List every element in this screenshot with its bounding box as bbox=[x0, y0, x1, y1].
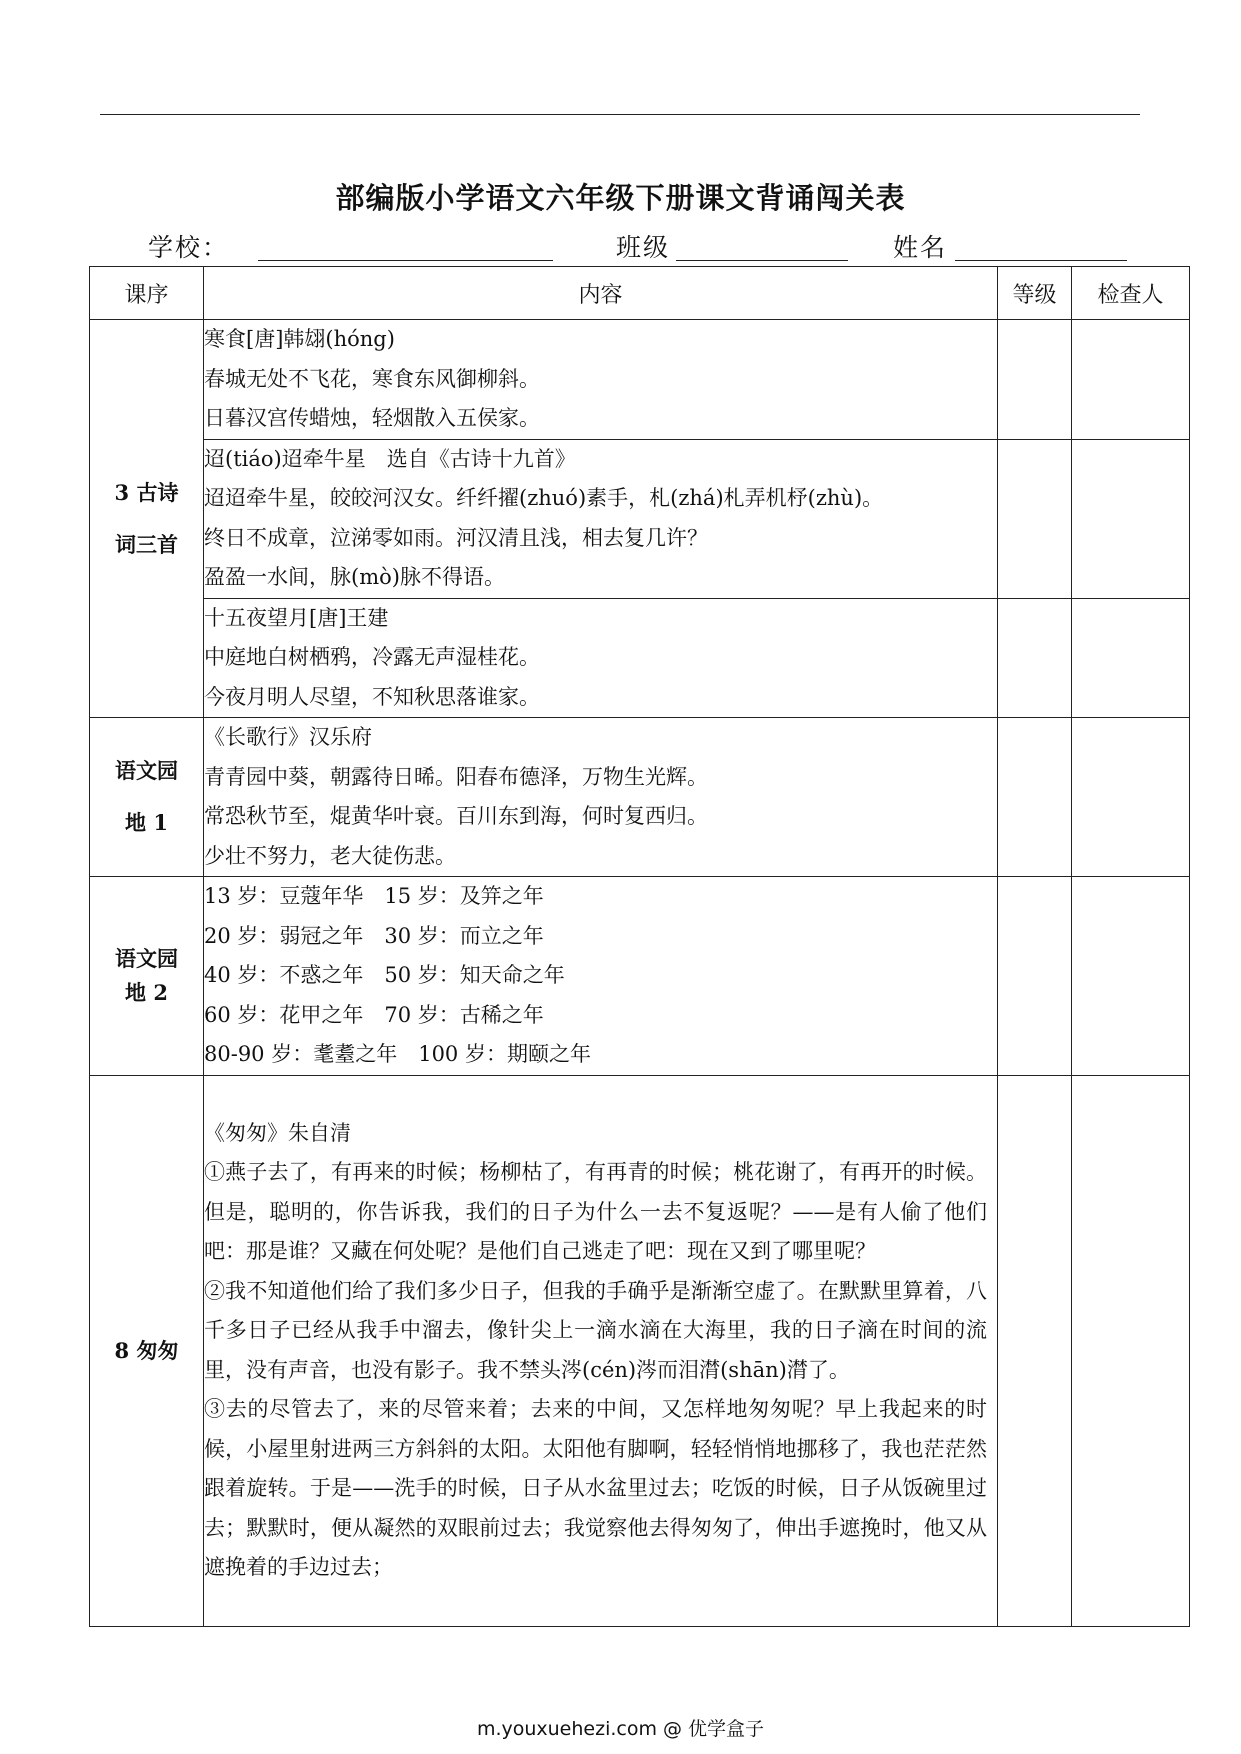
content-cell bbox=[204, 598, 998, 718]
lesson-line: 地 1 bbox=[125, 810, 168, 835]
content-line: 20 岁：弱冠之年 30 岁：而立之年 bbox=[204, 923, 544, 948]
checker-cell[interactable] bbox=[1072, 718, 1190, 877]
grade-cell[interactable] bbox=[998, 320, 1072, 440]
content-line: 80-90 岁：耄耋之年 100 岁：期颐之年 bbox=[204, 1042, 591, 1066]
lesson-cell bbox=[90, 877, 204, 1076]
checker-cell[interactable] bbox=[1072, 598, 1190, 718]
content-line: 终日不成章，泣涕零如雨。河汉清且浅，相去复几许？ bbox=[204, 525, 708, 550]
grade-cell[interactable] bbox=[998, 439, 1072, 598]
grade-cell[interactable] bbox=[998, 718, 1072, 877]
header-checker: 检查人 bbox=[1072, 267, 1190, 320]
table-row bbox=[90, 598, 1190, 718]
content-line: 青青园中葵，朝露待日晞。阳春布德泽，万物生光辉。 bbox=[204, 764, 708, 789]
content-cell bbox=[204, 1075, 998, 1626]
lesson-cell bbox=[90, 320, 204, 718]
table-row bbox=[90, 877, 1190, 1076]
content-line: 中庭地白树栖鸦，冷露无声湿桂花。 bbox=[204, 645, 540, 669]
lesson-line: 3 古诗 bbox=[114, 479, 179, 505]
content-line: 《长歌行》汉乐府 bbox=[204, 725, 372, 749]
content-line: 13 岁：豆蔻年华 15 岁：及笄之年 bbox=[204, 884, 544, 908]
content-cell bbox=[204, 718, 998, 877]
header-lesson: 课序 bbox=[90, 267, 204, 320]
lesson-line: 语文园 bbox=[115, 945, 178, 971]
lesson-cell bbox=[90, 1075, 204, 1626]
checker-cell[interactable] bbox=[1072, 439, 1190, 598]
lesson-line: 8 匆匆 bbox=[114, 1337, 179, 1363]
class-label: 班级 bbox=[616, 233, 671, 262]
content-line: 40 岁：不惑之年 50 岁：知天命之年 bbox=[204, 963, 565, 987]
content-paragraph: ②我不知道他们给了我们多少日子，但我的手确乎是渐渐空虚了。在默默里算着，八千多日子已经从我手中溜去，像针尖上一滴水滴在大海里，我的日子滴在时间的流里，没有声音，也没有影子。我不禁头涔(cén)涔而泪潸(shān)潸了。 bbox=[204, 1278, 987, 1382]
content-line: 春城无处不飞花，寒食东风御柳斜。 bbox=[204, 366, 540, 391]
top-rule bbox=[100, 114, 1140, 115]
school-label: 学校： bbox=[148, 233, 230, 262]
content-paragraph: ③去的尽管去了，来的尽管来着；去来的中间，又怎样地匆匆呢？早上我起来的时候，小屋里射进两三方斜斜的太阳。太阳他有脚啊，轻轻悄悄地挪移了，我也茫茫然跟着旋转。于是——洗手的时候，日子从水盆里过去；吃饭的时候，日子从饭碗里过去；默默时，便从凝然的双眼前过去；我觉察他去得匆匆了，伸出手遮挽时，他又从遮挽着的手边过去； bbox=[204, 1397, 987, 1579]
content-cell bbox=[204, 877, 998, 1076]
checker-cell[interactable] bbox=[1072, 320, 1190, 440]
content-line: 少壮不努力，老大徒伤悲。 bbox=[204, 843, 456, 868]
header-row bbox=[90, 267, 1190, 320]
table-row bbox=[90, 718, 1190, 877]
lesson-line: 地 2 bbox=[125, 979, 168, 1005]
content-line: 日暮汉宫传蜡烛，轻烟散入五侯家。 bbox=[204, 406, 540, 430]
name-label: 姓名 bbox=[893, 233, 948, 262]
header-content: 内容 bbox=[204, 267, 998, 320]
content-line: 迢迢牵牛星，皎皎河汉女。纤纤擢(zhuó)素手，札(zhá)札弄机杼(zhù)。 bbox=[204, 486, 884, 510]
content-line: 盈盈一水间，脉(mò)脉不得语。 bbox=[204, 565, 505, 589]
grade-cell[interactable] bbox=[998, 1075, 1072, 1626]
checker-cell[interactable] bbox=[1072, 877, 1190, 1076]
content-cell bbox=[204, 320, 998, 440]
content-paragraph: ①燕子去了，有再来的时候；杨柳枯了，有再青的时候；桃花谢了，有再开的时候。但是，聪明的，你告诉我，我们的日子为什么一去不复返呢？——是有人偷了他们吧：那是谁？又藏在何处呢？是他们自己逃走了吧：现在又到了哪里呢？ bbox=[204, 1160, 987, 1263]
name-blank[interactable] bbox=[955, 260, 1127, 261]
school-blank[interactable] bbox=[258, 260, 553, 261]
checker-cell[interactable] bbox=[1072, 1075, 1190, 1626]
content-line: 迢(tiáo)迢牵牛星 选自《古诗十九首》 bbox=[204, 446, 576, 471]
content-line: 常恐秋节至，焜黄华叶衰。百川东到海，何时复西归。 bbox=[204, 804, 708, 828]
content-line: 今夜月明人尽望，不知秋思落谁家。 bbox=[204, 684, 540, 709]
content-line: 寒食[唐]韩翃(hóng) bbox=[204, 327, 395, 351]
content-cell bbox=[204, 439, 998, 598]
lesson-line: 语文园 bbox=[115, 758, 178, 783]
content-line: 《匆匆》朱自清 bbox=[204, 1120, 351, 1145]
class-blank[interactable] bbox=[676, 260, 848, 261]
header-grade: 等级 bbox=[998, 267, 1072, 320]
content-line: 60 岁：花甲之年 70 岁：古稀之年 bbox=[204, 1002, 544, 1027]
grade-cell[interactable] bbox=[998, 598, 1072, 718]
content-line: 十五夜望月[唐]王建 bbox=[204, 605, 389, 630]
page-title: 部编版小学语文六年级下册课文背诵闯关表 bbox=[335, 181, 906, 215]
lesson-cell bbox=[90, 718, 204, 877]
grade-cell[interactable] bbox=[998, 877, 1072, 1076]
table-row bbox=[90, 320, 1190, 440]
footer-watermark: m.youxuehezi.com @ 优学盒子 bbox=[476, 1718, 765, 1740]
table-row bbox=[90, 439, 1190, 598]
lesson-line: 词三首 bbox=[115, 531, 178, 557]
recitation-table bbox=[89, 266, 1190, 1627]
table-row bbox=[90, 1075, 1190, 1626]
